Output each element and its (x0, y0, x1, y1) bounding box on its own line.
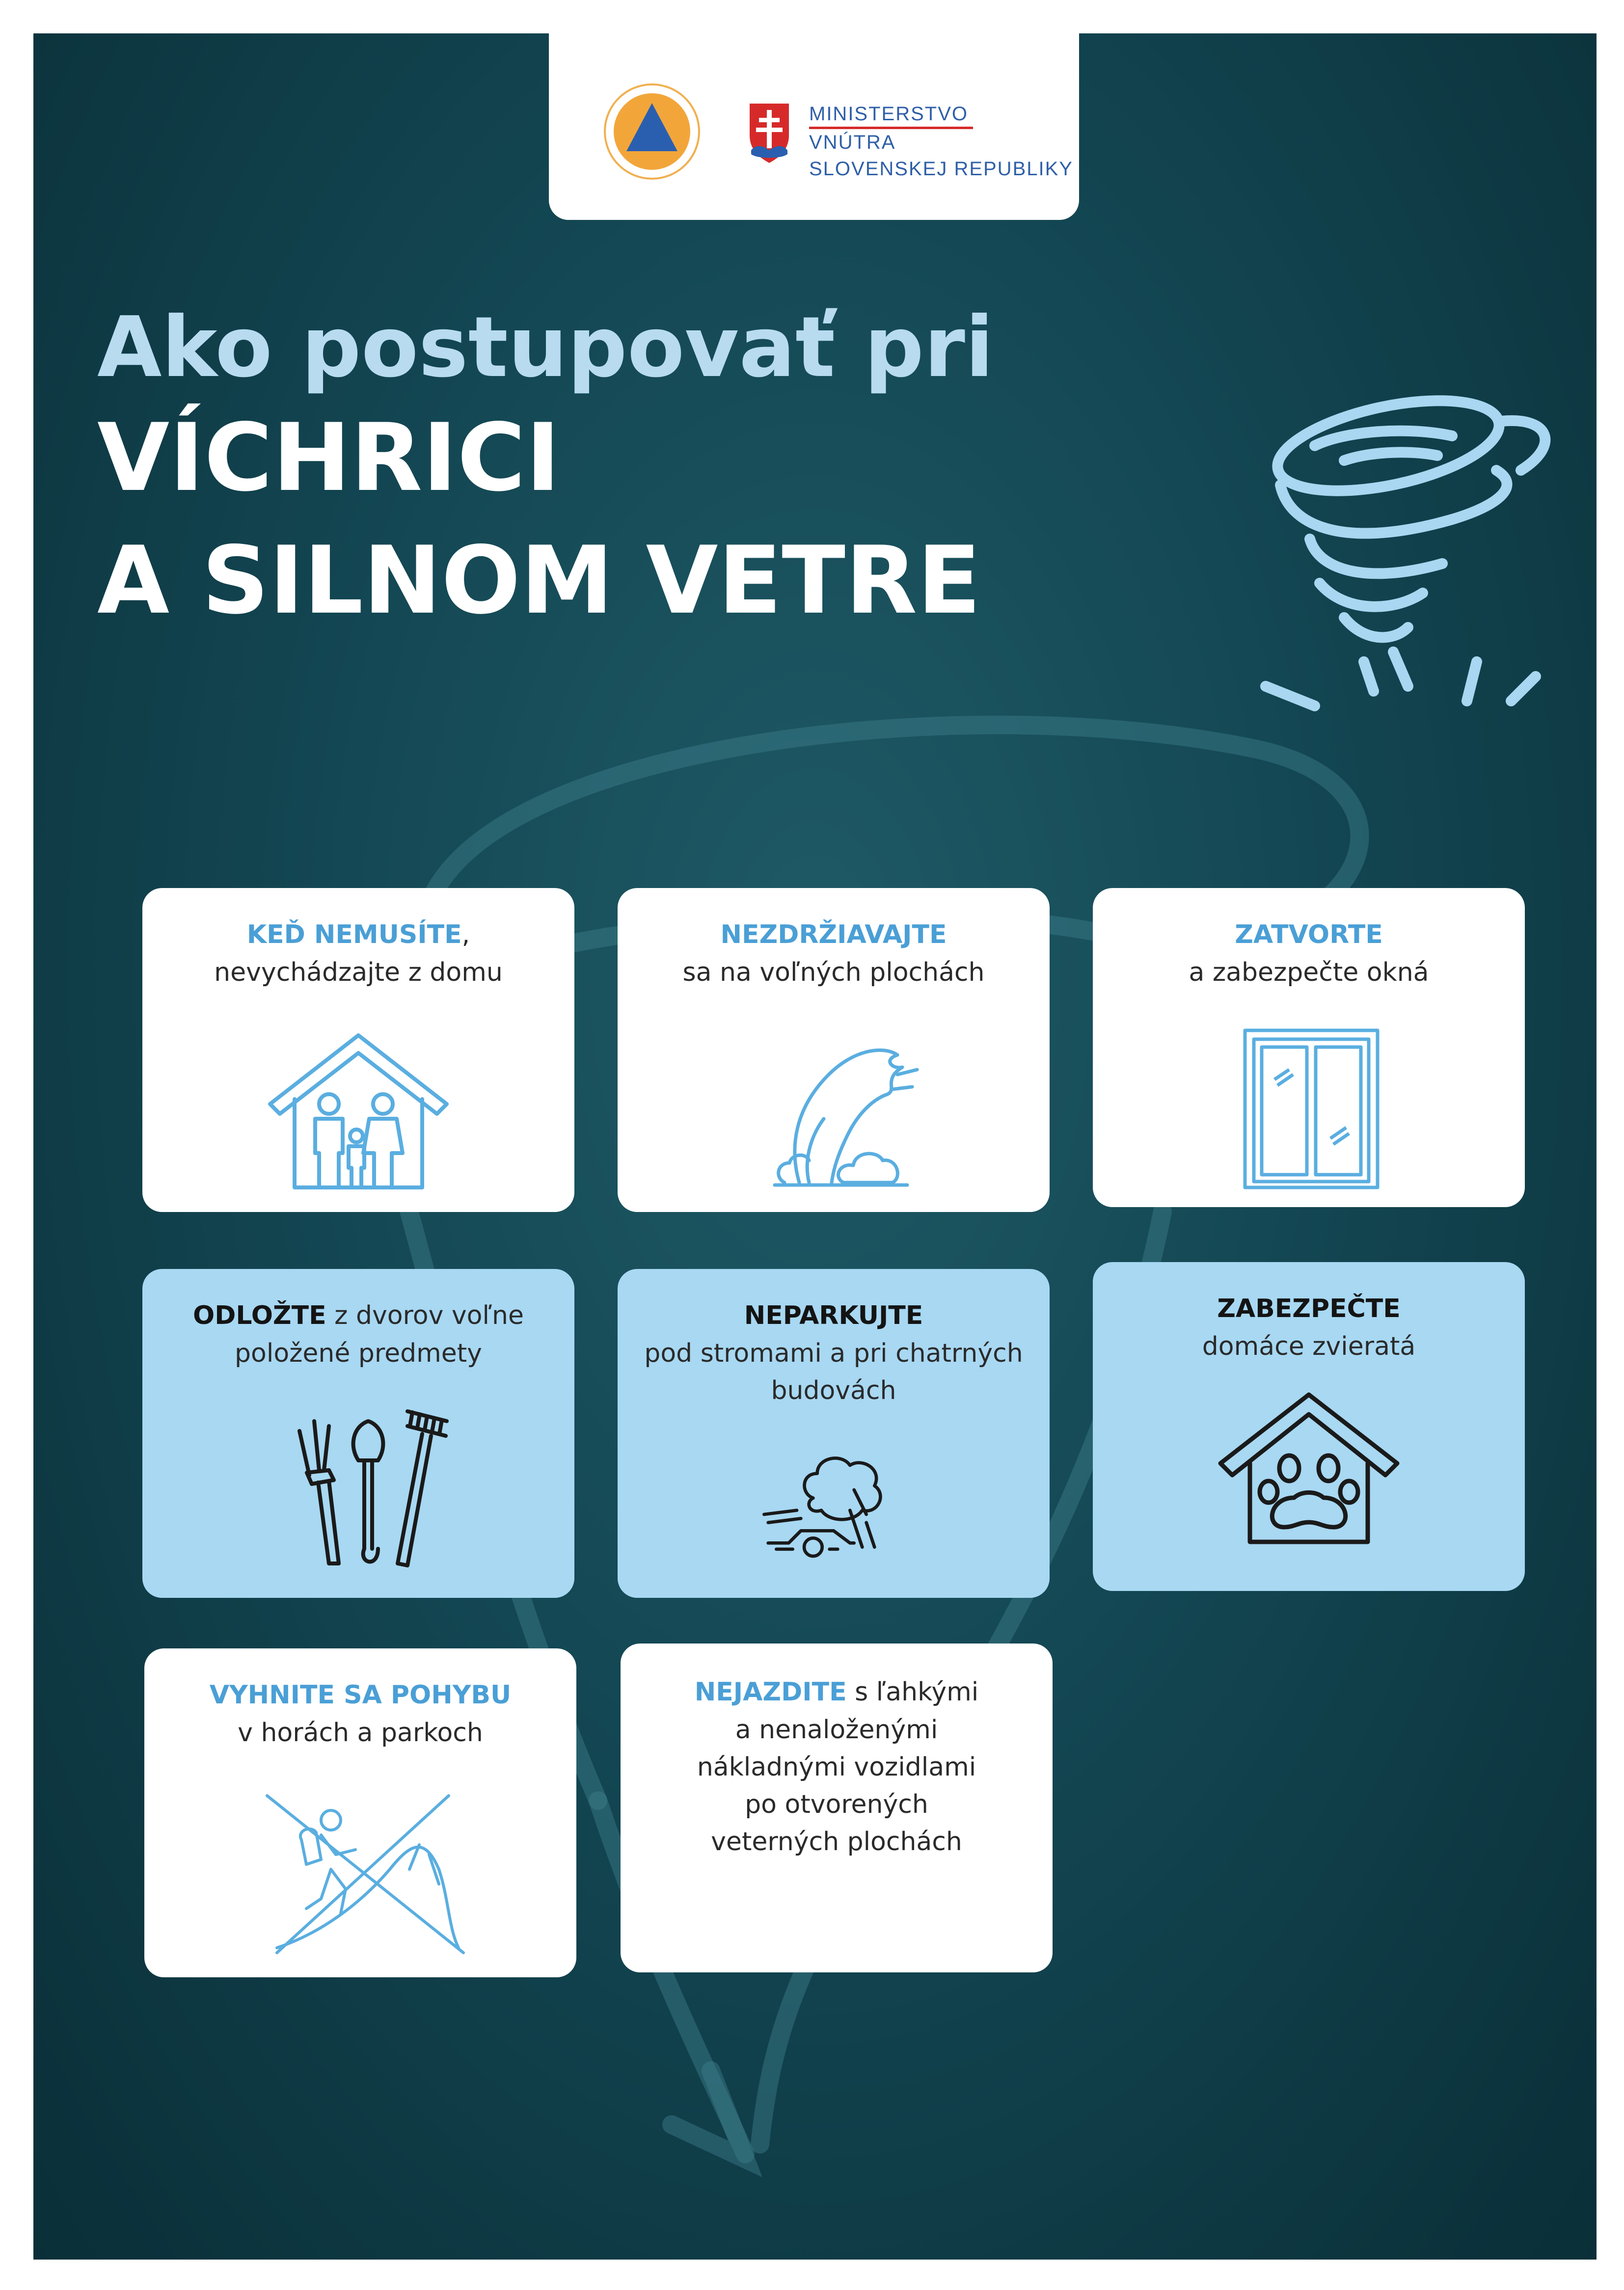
card-text: nevychádzajte z domu (214, 958, 503, 987)
slovak-coat-of-arms (747, 101, 791, 165)
card-keyword: NEJAZDITE (694, 1677, 847, 1707)
card-mountains (144, 1648, 576, 1977)
card-keyword: ZABEZPEČTE (1217, 1294, 1401, 1323)
window-icon (1211, 1016, 1407, 1192)
poster-title (97, 298, 1275, 642)
card-trucks (621, 1643, 1053, 1972)
card-windows (1093, 888, 1525, 1207)
card-keyword: VYHNITE SA POHYBU (209, 1680, 512, 1710)
card-open-spaces (618, 888, 1050, 1212)
pet-house-icon (1211, 1380, 1407, 1557)
card-text: pod stromami a pri chatrných budovách (644, 1339, 1023, 1405)
title-line-3: A SILNOM VETRE (97, 526, 981, 635)
hiker-mountain-crossed-icon (252, 1786, 468, 1963)
card-keyword: NEPARKUJTE (744, 1301, 923, 1330)
ministry-line-3: SLOVENSKEJ REPUBLIKY (809, 158, 1073, 180)
card-keyword: KEĎ NEMUSÍTE (246, 920, 462, 949)
card-text: položené predmety (235, 1339, 482, 1368)
card-keyword: NEZDRŽIAVAJTE (720, 920, 947, 949)
wind-tree-icon (735, 1021, 932, 1197)
ministry-line-2: VNÚTRA (809, 132, 896, 153)
tornado-icon (1246, 387, 1580, 789)
logo-header (549, 33, 1079, 220)
card-keyword-suffix: z dvorov voľne (326, 1301, 524, 1330)
card-text: v horách a parkoch (238, 1718, 483, 1748)
card-yard-items (142, 1269, 574, 1598)
poster (33, 33, 1597, 2260)
card-keyword: ZATVORTE (1235, 920, 1383, 949)
card-text: domáce zvieratá (1202, 1332, 1416, 1361)
card-keyword-suffix: , (461, 920, 470, 949)
card-parking (618, 1269, 1050, 1598)
ministry-line-1: MINISTERSTVO (809, 102, 973, 129)
card-text: sa na voľných plochách (682, 958, 985, 987)
card-keyword: ODLOŽTE (193, 1301, 326, 1330)
card-text: a nenaloženými nákladnými vozidlami po otvorených veterných plochách (697, 1715, 976, 1857)
car-tree-icon (735, 1441, 932, 1588)
title-line-2: VÍCHRICI (97, 404, 561, 512)
garden-tools-icon (260, 1401, 457, 1578)
card-pets (1093, 1262, 1525, 1591)
card-text: a zabezpečte okná (1189, 958, 1429, 987)
title-line-1: Ako postupovať pri (97, 299, 994, 396)
civil-protection-logo (603, 82, 701, 181)
card-keyword-suffix: s ľahkými (846, 1677, 979, 1707)
card-stay-home (142, 888, 574, 1212)
house-family-icon (260, 1021, 457, 1197)
ministry-name (809, 102, 1073, 182)
